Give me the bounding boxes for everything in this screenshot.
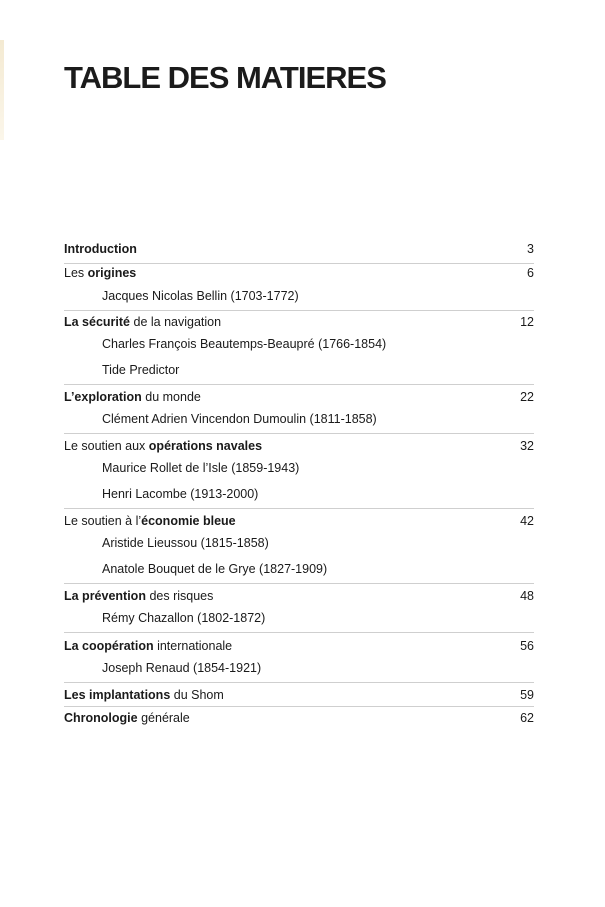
toc-entry-chronologie: [64, 710, 534, 726]
toc-entry-prefix: Le soutien à l’: [64, 514, 142, 528]
toc-entry-prefix: Les: [64, 266, 88, 280]
divider: [64, 508, 534, 509]
toc-entry-title: opérations navales: [148, 439, 263, 453]
divider: [64, 706, 534, 707]
toc-subentry: Anatole Bouquet de le Grye (1827-1909): [102, 562, 328, 576]
toc-entry-prevention: [64, 588, 534, 604]
toc-entry-origines: [64, 265, 534, 281]
toc-entry-suffix: générale: [137, 711, 190, 725]
toc-page-number: 42: [520, 514, 534, 528]
toc-subentry: Henri Lacombe (1913-2000): [102, 487, 259, 501]
toc-entry-suffix: du Shom: [170, 688, 224, 702]
toc-subentry: Joseph Renaud (1854-1921): [102, 661, 262, 675]
toc-page-number: 62: [520, 711, 534, 725]
toc-page-number: 6: [527, 266, 534, 280]
divider: [64, 310, 534, 311]
toc-page-number: 59: [520, 688, 534, 702]
toc-subentry: Maurice Rollet de l’Isle (1859-1943): [102, 461, 300, 475]
toc-subentry: Tide Predictor: [102, 363, 180, 377]
toc-entry-introduction: [64, 241, 534, 257]
toc-entry-title: La sécurité: [64, 315, 131, 329]
toc-page-number: 56: [520, 639, 534, 653]
toc-entry-prefix: Le soutien aux: [64, 439, 149, 453]
divider: [64, 583, 534, 584]
toc-page-number: 22: [520, 390, 534, 404]
toc-entry-title: L’exploration: [64, 390, 142, 404]
divider: [64, 632, 534, 633]
toc-subentry: Rémy Chazallon (1802-1872): [102, 611, 266, 625]
toc-entry-economie-bleue: [64, 513, 534, 529]
toc-entry-suffix: de la navigation: [130, 315, 222, 329]
toc-entry-title: Les implantations: [64, 688, 171, 702]
toc-page-number: 12: [520, 315, 534, 329]
toc-entry-implantations: [64, 687, 534, 703]
toc-subentry: Charles François Beautemps-Beaupré (1766-1854): [102, 337, 387, 351]
toc-subentry: Jacques Nicolas Bellin (1703-1772): [102, 289, 299, 303]
toc-entry-suffix: du monde: [141, 390, 201, 404]
toc-page-number: 32: [520, 439, 534, 453]
toc-entry-title: Chronologie: [64, 711, 138, 725]
toc-entry-exploration: [64, 389, 534, 405]
toc-entry-cooperation: [64, 638, 534, 654]
toc-entry-operations-navales: [64, 438, 534, 454]
toc-entry-title: origines: [87, 266, 137, 280]
divider: [64, 682, 534, 683]
divider: [64, 384, 534, 385]
divider: [64, 263, 534, 264]
toc-page-number: 3: [527, 242, 534, 256]
toc-subentry: Clément Adrien Vincendon Dumoulin (1811-1858): [102, 412, 377, 426]
divider: [64, 433, 534, 434]
toc-entry-title: économie bleue: [141, 514, 236, 528]
toc-page-number: 48: [520, 589, 534, 603]
toc-subentry: Aristide Lieussou (1815-1858): [102, 536, 269, 550]
toc-entry-securite: [64, 314, 534, 330]
toc-entry-title: Introduction: [64, 242, 137, 256]
toc-entry-title: La coopération: [64, 639, 154, 653]
toc-entry-suffix: des risques: [145, 589, 214, 603]
page-title: TABLE DES MATIERES: [64, 60, 386, 95]
toc-entry-suffix: internationale: [153, 639, 233, 653]
toc-entry-title: La prévention: [64, 589, 146, 603]
